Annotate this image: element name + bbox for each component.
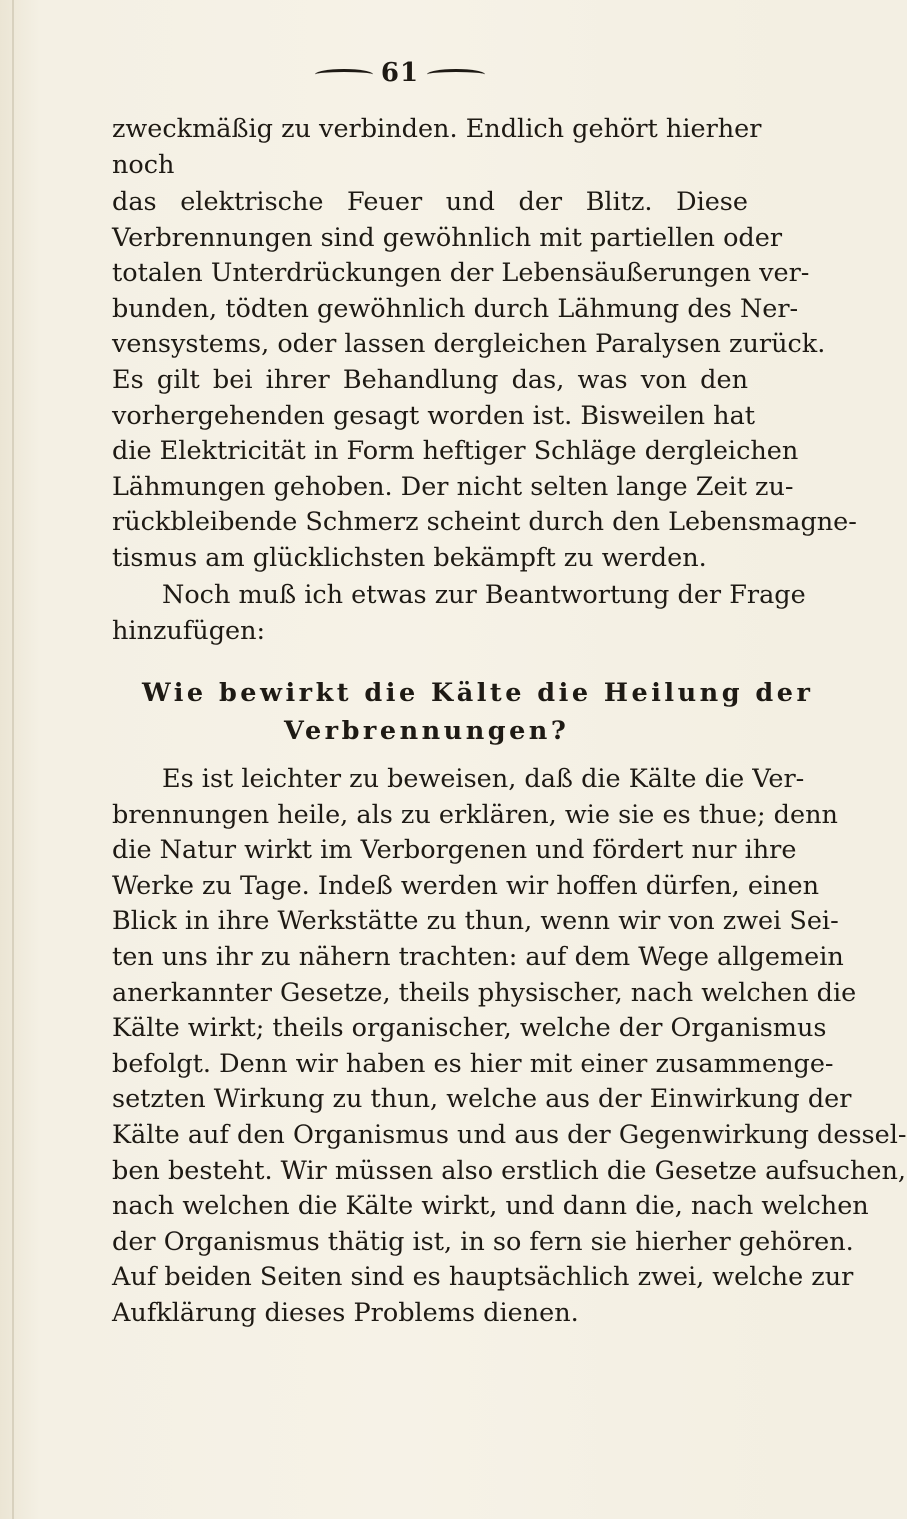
text-line: Auf beiden Seiten sind es hauptsächlich zwei, welche zur [112,1262,854,1293]
text-line: befolgt. Denn wir haben es hier mit einer zusammenge- [112,1048,834,1079]
text-line: Lähmungen gehoben. Der nicht selten lange Zeit zu- [112,471,794,502]
page-edge [12,0,14,1519]
text-line: Kälte wirkt; theils organischer, welche der Organismus [112,1013,827,1044]
section-heading [112,676,814,752]
text-line: rückbleibende Schmerz scheint durch den Lebensmagne- [112,507,857,538]
text-line: setzten Wirkung zu thun, welche aus der Einwirkung der [112,1084,852,1115]
text-line: anerkannter Gesetze, theils physischer, nach welchen die [112,977,857,1008]
text-line: ben besteht. Wir müssen also erstlich die Gesetze aufsuchen, [112,1155,906,1186]
text-line: totalen Unterdrückungen der Lebensäußerungen ver- [112,258,810,289]
text-line: ten uns ihr zu nähern trachten: auf dem Wege allgemein [112,941,844,972]
text-line: zweckmäßig zu verbinden. Endlich gehört hierher [112,114,762,144]
text-line: Werke zu Tage. Indeß werden wir hoffen dürfen, einen [112,870,820,901]
text-line: der Organismus thätig ist, in so fern sie hierher gehören. [112,1226,854,1257]
text-line: Blick in ihre Werkstätte zu thun, wenn wir von zwei Sei- [112,906,839,937]
text-line: nach welchen die Kälte wirkt, und dann die, nach welchen [112,1191,869,1222]
text-line: Es ist leichter zu beweisen, daß die Kälte die Ver- [162,764,805,794]
left-ornament [315,69,373,80]
paragraph-continuation [112,112,762,183]
text-line: Aufklärung dieses Problems dienen. [112,1297,579,1328]
paragraph-explanation [112,762,907,1332]
text-line: Verbrennungen sind gewöhnlich mit partiellen oder [112,222,783,253]
text-line: hinzufügen: [112,615,266,646]
text-line: bunden, tödten gewöhnlich durch Lähmung des Ner- [112,293,799,324]
right-ornament [427,69,485,80]
text-line: noch [112,149,175,180]
text-line: Kälte auf den Organismus und aus der Gegenwirkung dessel- [112,1119,907,1150]
page-number: 61 [380,58,420,88]
text-line: die Elektricität in Form heftiger Schläge dergleichen [112,436,799,467]
text-line: das elektrische Feuer und der Blitz. Diese [112,187,748,217]
heading-line: Verbrennungen? [284,716,570,746]
text-line: vorhergehenden gesagt worden ist. Bisweilen hat [112,400,756,431]
page-header [0,58,800,88]
text-line: Noch muß ich etwas zur Beantwortung der Frage [162,580,806,610]
paragraph-lightning [112,185,857,577]
paragraph-question-intro [112,578,806,649]
text-line: die Natur wirkt im Verborgenen und fördert nur ihre [112,835,797,866]
text-line: Es gilt bei ihrer Behandlung das, was von den [112,364,748,395]
text-line: tismus am glücklichsten bekämpft zu werden. [112,542,707,573]
text-line: brennungen heile, als zu erklären, wie sie es thue; denn [112,799,838,830]
heading-line: Wie bewirkt die Kälte die Heilung der [142,678,814,708]
text-line: vensystems, oder lassen dergleichen Paralysen zurück. [112,329,826,360]
